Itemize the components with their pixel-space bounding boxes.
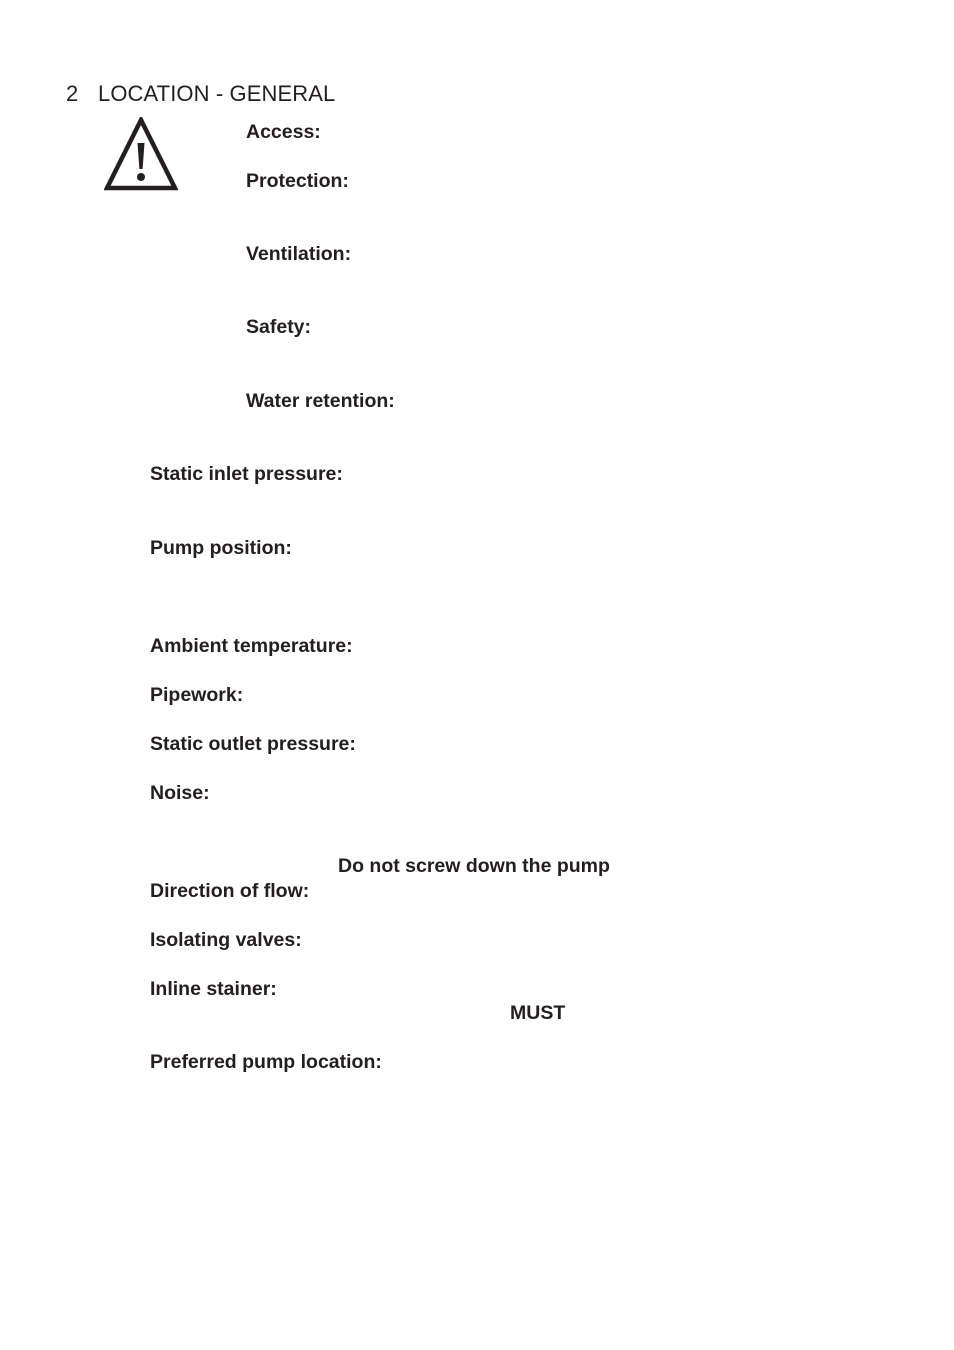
label-ambient-temperature: Ambient temperature: [150, 635, 353, 657]
label-static-inlet-pressure: Static inlet pressure: [150, 463, 343, 485]
label-ventilation: Ventilation: [246, 243, 352, 265]
label-noise: Noise: [150, 782, 210, 804]
label-direction-of-flow: Direction of flow: [150, 880, 310, 902]
label-protection: Protection: [246, 170, 349, 192]
label-safety: Safety: [246, 316, 312, 338]
label-water-retention: Water retention: [246, 390, 395, 412]
section-title: LOCATION - GENERAL [98, 81, 336, 106]
label-pipework: Pipework: [150, 684, 244, 706]
warning-triangle-icon [104, 117, 178, 191]
emphasis-do-not-screw: Do not screw down the pump [338, 855, 610, 877]
label-access: Access: [246, 121, 321, 143]
emphasis-must: MUST [510, 1002, 566, 1024]
label-pump-position: Pump position: [150, 537, 292, 559]
label-static-outlet-pressure: Static outlet pressure: [150, 733, 356, 755]
label-isolating-valves: Isolating valves: [150, 929, 302, 951]
section-number: 2 [66, 81, 79, 106]
label-inline-stainer: Inline stainer: [150, 978, 277, 1000]
label-preferred-pump-location: Preferred pump location: [150, 1051, 382, 1073]
